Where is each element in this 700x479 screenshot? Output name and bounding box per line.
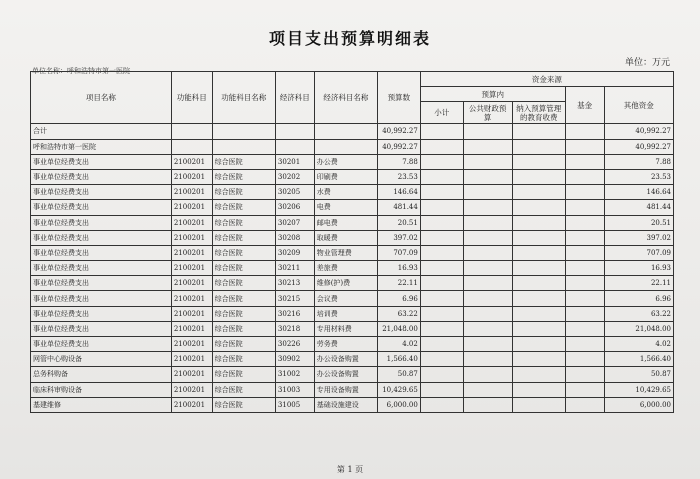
cell-edu-fee (512, 367, 565, 382)
cell-edu-fee (512, 352, 565, 367)
cell-func-code: 2100201 (171, 397, 212, 412)
cell-budget: 50.87 (377, 367, 420, 382)
cell-func-name: 综合医院 (212, 245, 275, 260)
cell-func-code: 2100201 (171, 276, 212, 291)
cell-subtotal (420, 352, 463, 367)
cell-project-name: 事业单位经费支出 (31, 185, 172, 200)
cell-edu-fee (512, 124, 565, 139)
document-title: 项目支出预算明细表 (268, 29, 431, 48)
cell-subtotal (420, 367, 463, 382)
header-econ-code: 经济科目 (275, 72, 314, 124)
cell-public-fin (463, 230, 512, 245)
cell-subtotal (420, 306, 463, 321)
cell-budget: 6.96 (377, 291, 420, 306)
cell-func-name: 综合医院 (212, 215, 275, 230)
cell-econ-name: 劳务费 (314, 337, 377, 352)
cell-subtotal (420, 215, 463, 230)
cell-budget: 481.44 (377, 200, 420, 215)
header-fund: 基金 (565, 87, 604, 124)
cell-edu-fee (512, 215, 565, 230)
cell-budget: 16.93 (377, 261, 420, 276)
cell-func-code: 2100201 (171, 230, 212, 245)
header-project-name: 项目名称 (31, 72, 172, 124)
cell-other: 63.22 (604, 306, 673, 321)
table-row (31, 215, 674, 230)
table-body (31, 124, 674, 413)
cell-fund (565, 154, 604, 169)
cell-func-code: 2100201 (171, 352, 212, 367)
cell-subtotal (420, 169, 463, 184)
cell-econ-code: 30211 (275, 261, 314, 276)
table-row (31, 321, 674, 336)
cell-fund (565, 382, 604, 397)
cell-edu-fee (512, 139, 565, 154)
cell-public-fin (463, 200, 512, 215)
cell-func-code: 2100201 (171, 291, 212, 306)
cell-econ-name: 电费 (314, 200, 377, 215)
cell-budget: 397.02 (377, 230, 420, 245)
cell-public-fin (463, 367, 512, 382)
cell-budget: 7.88 (377, 154, 420, 169)
table-row (31, 169, 674, 184)
cell-func-name: 综合医院 (212, 185, 275, 200)
cell-econ-code: 31005 (275, 397, 314, 412)
cell-econ-code: 30205 (275, 185, 314, 200)
header-fund-source: 资金来源 (420, 72, 673, 87)
cell-public-fin (463, 321, 512, 336)
table-row (31, 382, 674, 397)
cell-budget: 6,000.00 (377, 397, 420, 412)
cell-fund (565, 169, 604, 184)
cell-econ-name: 印刷费 (314, 169, 377, 184)
cell-project-name: 事业单位经费支出 (31, 337, 172, 352)
cell-func-code: 2100201 (171, 367, 212, 382)
cell-econ-name: 办公设备购置 (314, 352, 377, 367)
cell-econ-code: 30202 (275, 169, 314, 184)
cell-func-name (212, 124, 275, 139)
cell-edu-fee (512, 337, 565, 352)
unit-label: 单位：万元 (624, 58, 670, 68)
cell-public-fin (463, 139, 512, 154)
cell-project-name: 事业单位经费支出 (31, 245, 172, 260)
cell-project-name: 事业单位经费支出 (31, 230, 172, 245)
cell-econ-code: 30209 (275, 245, 314, 260)
header-subtotal: 小计 (420, 102, 463, 124)
cell-edu-fee (512, 200, 565, 215)
cell-edu-fee (512, 230, 565, 245)
cell-budget: 21,048.00 (377, 321, 420, 336)
cell-edu-fee (512, 397, 565, 412)
header-budget: 预算数 (377, 72, 420, 124)
header-func-code: 功能科目 (171, 72, 212, 124)
header-func-name: 功能科目名称 (212, 72, 275, 124)
cell-public-fin (463, 124, 512, 139)
cell-project-name: 事业单位经费支出 (31, 276, 172, 291)
cell-budget: 10,429.65 (377, 382, 420, 397)
cell-budget: 20.51 (377, 215, 420, 230)
cell-project-name: 事业单位经费支出 (31, 169, 172, 184)
cell-fund (565, 337, 604, 352)
cell-econ-code: 30218 (275, 321, 314, 336)
cell-budget: 23.53 (377, 169, 420, 184)
cell-subtotal (420, 337, 463, 352)
cell-other: 7.88 (604, 154, 673, 169)
cell-econ-code (275, 124, 314, 139)
cell-func-code: 2100201 (171, 337, 212, 352)
table-row (31, 124, 674, 139)
cell-func-code: 2100201 (171, 169, 212, 184)
header-other: 其他资金 (604, 87, 673, 124)
table-row (31, 367, 674, 382)
table-row (31, 139, 674, 154)
cell-subtotal (420, 321, 463, 336)
cell-fund (565, 306, 604, 321)
cell-func-name: 综合医院 (212, 200, 275, 215)
cell-public-fin (463, 245, 512, 260)
cell-econ-code: 30206 (275, 200, 314, 215)
cell-edu-fee (512, 169, 565, 184)
cell-subtotal (420, 291, 463, 306)
cell-other: 4.02 (604, 337, 673, 352)
cell-public-fin (463, 154, 512, 169)
cell-econ-name: 办公费 (314, 154, 377, 169)
cell-econ-code: 31003 (275, 382, 314, 397)
cell-other: 23.53 (604, 169, 673, 184)
cell-other: 50.87 (604, 367, 673, 382)
cell-func-name: 综合医院 (212, 169, 275, 184)
cell-project-name: 总务科购备 (31, 367, 172, 382)
cell-func-name: 综合医院 (212, 337, 275, 352)
cell-public-fin (463, 215, 512, 230)
cell-fund (565, 261, 604, 276)
cell-econ-name: 培训费 (314, 306, 377, 321)
cell-project-name: 事业单位经费支出 (31, 154, 172, 169)
cell-func-code: 2100201 (171, 154, 212, 169)
cell-other: 10,429.65 (604, 382, 673, 397)
cell-func-name: 综合医院 (212, 367, 275, 382)
cell-econ-code: 30215 (275, 291, 314, 306)
cell-project-name: 事业单位经费支出 (31, 291, 172, 306)
cell-econ-name: 水费 (314, 185, 377, 200)
cell-edu-fee (512, 261, 565, 276)
cell-econ-name: 差旅费 (314, 261, 377, 276)
cell-fund (565, 397, 604, 412)
table-row (31, 200, 674, 215)
cell-budget: 707.09 (377, 245, 420, 260)
header-budget-inner: 预算内 (420, 87, 565, 102)
cell-budget: 40,992.27 (377, 139, 420, 154)
cell-func-name: 综合医院 (212, 306, 275, 321)
cell-public-fin (463, 397, 512, 412)
cell-econ-code: 30226 (275, 337, 314, 352)
cell-econ-code: 30213 (275, 276, 314, 291)
cell-econ-name: 办公设备购置 (314, 367, 377, 382)
cell-budget: 22.11 (377, 276, 420, 291)
cell-func-name: 综合医院 (212, 382, 275, 397)
cell-func-name: 综合医院 (212, 276, 275, 291)
table-row (31, 352, 674, 367)
cell-public-fin (463, 261, 512, 276)
cell-fund (565, 215, 604, 230)
cell-project-name: 事业单位经费支出 (31, 306, 172, 321)
cell-econ-name: 会议费 (314, 291, 377, 306)
cell-other: 1,566.40 (604, 352, 673, 367)
cell-econ-name (314, 124, 377, 139)
cell-fund (565, 276, 604, 291)
cell-econ-name: 基础设施建设 (314, 397, 377, 412)
cell-fund (565, 291, 604, 306)
cell-edu-fee (512, 245, 565, 260)
cell-project-name: 网管中心购设备 (31, 352, 172, 367)
cell-edu-fee (512, 382, 565, 397)
cell-func-code: 2100201 (171, 306, 212, 321)
cell-other: 21,048.00 (604, 321, 673, 336)
cell-project-name: 事业单位经费支出 (31, 321, 172, 336)
cell-project-name: 事业单位经费支出 (31, 200, 172, 215)
cell-project-name: 临床科审购设备 (31, 382, 172, 397)
cell-edu-fee (512, 185, 565, 200)
table-row (31, 291, 674, 306)
cell-fund (565, 245, 604, 260)
cell-other: 481.44 (604, 200, 673, 215)
cell-project-name: 事业单位经费支出 (31, 215, 172, 230)
cell-subtotal (420, 200, 463, 215)
cell-other: 22.11 (604, 276, 673, 291)
cell-budget: 1,566.40 (377, 352, 420, 367)
cell-edu-fee (512, 154, 565, 169)
cell-econ-name: 维修(护)费 (314, 276, 377, 291)
cell-project-name: 合计 (31, 124, 172, 139)
cell-econ-name: 取暖费 (314, 230, 377, 245)
table-row (31, 230, 674, 245)
cell-subtotal (420, 245, 463, 260)
cell-budget: 40,992.27 (377, 124, 420, 139)
table-row (31, 276, 674, 291)
cell-func-code: 2100201 (171, 245, 212, 260)
cell-fund (565, 124, 604, 139)
cell-subtotal (420, 261, 463, 276)
cell-public-fin (463, 382, 512, 397)
header-public-fin: 公共财政预算 (463, 102, 512, 124)
cell-func-name: 综合医院 (212, 352, 275, 367)
cell-func-code: 2100201 (171, 261, 212, 276)
cell-budget: 63.22 (377, 306, 420, 321)
page-number: 第 1 页 (336, 465, 364, 474)
cell-econ-name: 邮电费 (314, 215, 377, 230)
cell-fund (565, 230, 604, 245)
cell-other: 40,992.27 (604, 139, 673, 154)
table-row (31, 397, 674, 412)
cell-subtotal (420, 139, 463, 154)
cell-budget: 4.02 (377, 337, 420, 352)
cell-func-name: 综合医院 (212, 291, 275, 306)
cell-other: 6,000.00 (604, 397, 673, 412)
cell-func-code: 2100201 (171, 215, 212, 230)
cell-edu-fee (512, 291, 565, 306)
cell-func-name: 综合医院 (212, 230, 275, 245)
unit-name: 单位名称：呼和浩特市第一医院 (32, 67, 130, 75)
cell-fund (565, 352, 604, 367)
cell-econ-code: 30902 (275, 352, 314, 367)
cell-public-fin (463, 306, 512, 321)
cell-public-fin (463, 276, 512, 291)
cell-func-code (171, 139, 212, 154)
cell-subtotal (420, 382, 463, 397)
cell-func-name: 综合医院 (212, 397, 275, 412)
cell-subtotal (420, 154, 463, 169)
cell-func-name: 综合医院 (212, 321, 275, 336)
cell-econ-code: 30216 (275, 306, 314, 321)
cell-fund (565, 139, 604, 154)
cell-other: 40,992.27 (604, 124, 673, 139)
cell-other: 6.96 (604, 291, 673, 306)
cell-edu-fee (512, 276, 565, 291)
table-row (31, 306, 674, 321)
cell-fund (565, 185, 604, 200)
cell-project-name: 基建维修 (31, 397, 172, 412)
cell-other: 707.09 (604, 245, 673, 260)
cell-public-fin (463, 169, 512, 184)
cell-econ-name: 专用设备购置 (314, 382, 377, 397)
cell-fund (565, 367, 604, 382)
cell-other: 146.64 (604, 185, 673, 200)
cell-fund (565, 321, 604, 336)
cell-subtotal (420, 230, 463, 245)
table-row (31, 154, 674, 169)
cell-subtotal (420, 276, 463, 291)
cell-edu-fee (512, 306, 565, 321)
cell-econ-code: 30207 (275, 215, 314, 230)
cell-subtotal (420, 185, 463, 200)
cell-func-name (212, 139, 275, 154)
cell-func-name: 综合医院 (212, 154, 275, 169)
cell-other: 397.02 (604, 230, 673, 245)
cell-func-name: 综合医院 (212, 261, 275, 276)
cell-econ-code: 30201 (275, 154, 314, 169)
cell-public-fin (463, 185, 512, 200)
header-edu-fee: 纳入预算管理的教育收费 (512, 102, 565, 124)
cell-public-fin (463, 337, 512, 352)
cell-fund (565, 200, 604, 215)
cell-func-code (171, 124, 212, 139)
cell-edu-fee (512, 321, 565, 336)
cell-func-code: 2100201 (171, 321, 212, 336)
cell-func-code: 2100201 (171, 382, 212, 397)
table-row (31, 337, 674, 352)
cell-econ-name: 专用材料费 (314, 321, 377, 336)
cell-subtotal (420, 397, 463, 412)
cell-econ-code: 31002 (275, 367, 314, 382)
cell-func-code: 2100201 (171, 200, 212, 215)
header-econ-name: 经济科目名称 (314, 72, 377, 124)
cell-other: 16.93 (604, 261, 673, 276)
cell-econ-name (314, 139, 377, 154)
budget-table (30, 71, 674, 413)
cell-public-fin (463, 352, 512, 367)
cell-budget: 146.64 (377, 185, 420, 200)
cell-subtotal (420, 124, 463, 139)
table-row (31, 185, 674, 200)
cell-func-code: 2100201 (171, 185, 212, 200)
table-row (31, 261, 674, 276)
cell-econ-name: 物业管理费 (314, 245, 377, 260)
cell-econ-code (275, 139, 314, 154)
cell-project-name: 呼和浩特市第一医院 (31, 139, 172, 154)
cell-public-fin (463, 291, 512, 306)
cell-econ-code: 30208 (275, 230, 314, 245)
cell-project-name: 事业单位经费支出 (31, 261, 172, 276)
cell-other: 20.51 (604, 215, 673, 230)
table-row (31, 245, 674, 260)
